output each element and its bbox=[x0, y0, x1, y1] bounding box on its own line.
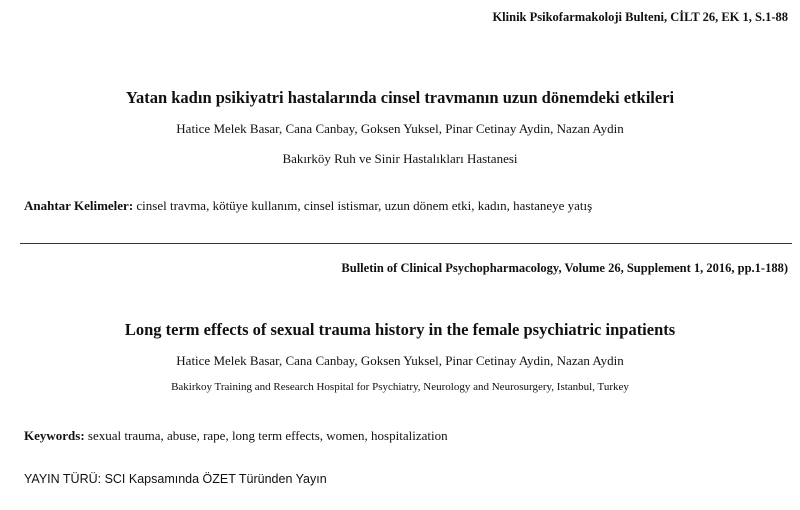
turkish-keywords-label: Anahtar Kelimeler: bbox=[24, 198, 134, 213]
english-affiliation: Bakirkoy Training and Research Hospital for Psychiatry, Neurology and Neurosurgery, Istanbul, Turkey bbox=[171, 381, 629, 393]
english-keywords bbox=[24, 428, 448, 444]
turkish-keywords-text: cinsel travma, kötüye kullanım, cinsel istismar, uzun dönem etki, kadın, hastaneye yatış bbox=[133, 198, 593, 213]
turkish-authors: Hatice Melek Basar, Cana Canbay, Goksen Yuksel, Pinar Cetinay Aydin, Nazan Aydin bbox=[176, 121, 624, 136]
english-title: Long term effects of sexual trauma history in the female psychiatric inpatients bbox=[124, 320, 676, 339]
english-keywords-label: Keywords: bbox=[24, 428, 85, 443]
english-journal-citation: Bulletin of Clinical Psychopharmacology, Volume 26, Supplement 1, 2016, pp.1-188) bbox=[341, 261, 788, 275]
publication-type: YAYIN TÜRÜ: SCI Kapsamında ÖZET Türünden Yayın bbox=[24, 472, 327, 486]
turkish-journal-citation: Klinik Psikofarmakoloji Bulteni, CİLT 26, EK 1, S.1-88 bbox=[492, 10, 788, 24]
english-authors: Hatice Melek Basar, Cana Canbay, Goksen Yuksel, Pinar Cetinay Aydin, Nazan Aydin bbox=[176, 353, 624, 368]
turkish-title: Yatan kadın psikiyatri hastalarında cinsel travmanın uzun dönemdeki etkileri bbox=[125, 88, 675, 107]
turkish-affiliation: Bakırköy Ruh ve Sinir Hastalıkları Hastanesi bbox=[282, 151, 518, 166]
section-divider bbox=[20, 243, 792, 244]
english-keywords-text: sexual trauma, abuse, rape, long term effects, women, hospitalization bbox=[84, 428, 448, 443]
turkish-keywords bbox=[24, 198, 592, 214]
